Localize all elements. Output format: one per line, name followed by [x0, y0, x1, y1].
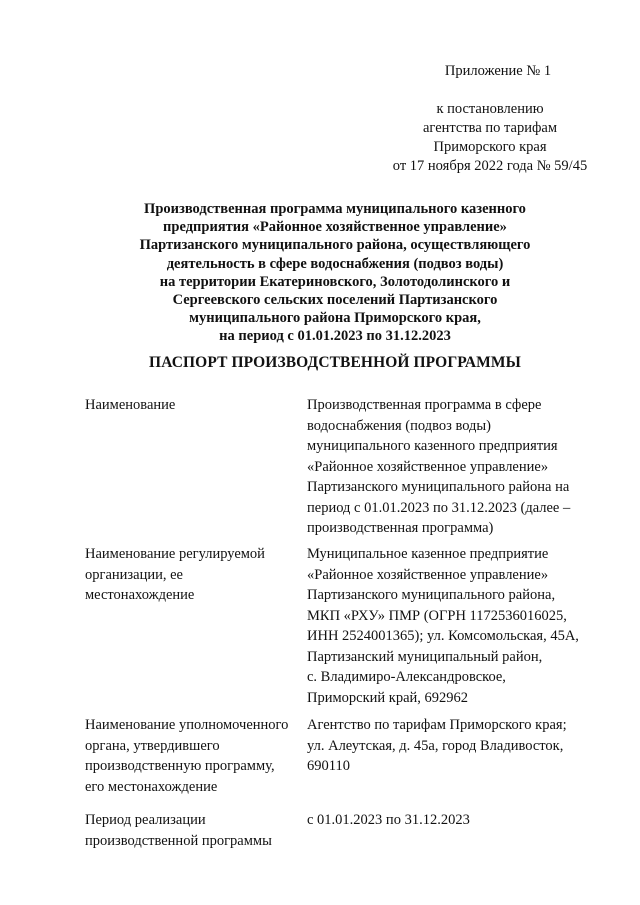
decree-reference	[380, 100, 600, 176]
title-line: Партизанского муниципального района, осуществляющего	[139, 237, 531, 254]
title-line: на период с 01.01.2023 по 31.12.2023	[219, 328, 451, 345]
value-line: водоснабжения (подвоз воды)	[307, 417, 491, 434]
value-line: Производственная программа в сфере	[307, 397, 542, 413]
label-line: его местонахождение	[85, 778, 218, 795]
row-label	[85, 395, 305, 416]
label-line: органа, утвердившего	[85, 737, 220, 754]
title-line: деятельность в сфере водоснабжения (подвоз воды)	[166, 255, 504, 272]
label-line: производственную программу,	[85, 758, 275, 774]
row-label	[85, 715, 305, 797]
label-line: местонахождение	[85, 587, 195, 603]
value-line: Агентство по тарифам Приморского края;	[307, 717, 567, 733]
label-line: Наименование уполномоченного	[85, 717, 289, 733]
label-line: Наименование регулируемой	[85, 546, 265, 562]
title-line: муниципального района Приморского края,	[189, 310, 481, 327]
value-line: период с 01.01.2023 по 31.12.2023 (далее –	[307, 499, 571, 516]
title-line: Сергеевского сельских поселений Партизанского	[172, 292, 498, 309]
label-line: производственной программы	[85, 832, 272, 849]
appendix-title: Приложение № 1	[444, 63, 552, 79]
row-value	[307, 544, 607, 708]
value-line: Муниципальное казенное предприятие	[307, 546, 549, 562]
value-line: ИНН 2524001365); ул. Комсомольская, 45А,	[307, 628, 579, 644]
document-title	[100, 200, 570, 346]
label-line: Период реализации	[85, 812, 206, 828]
row-label	[85, 544, 305, 606]
title-line: предприятия «Районное хозяйственное управление»	[163, 219, 507, 236]
decree-line: Приморского края	[433, 139, 547, 155]
value-line: Приморский край, 692962	[307, 689, 469, 706]
label-line: организации, ее	[85, 566, 183, 583]
value-line: Партизанского муниципального района на	[307, 479, 570, 495]
value-line: Партизанского муниципального района,	[307, 587, 556, 603]
passport-heading: ПАСПОРТ ПРОИЗВОДСТВЕННОЙ ПРОГРАММЫ	[149, 354, 521, 371]
value-line: ул. Алеутская, д. 45а, город Владивосток,	[307, 737, 564, 754]
decree-line: от 17 ноября 2022 года № 59/45	[392, 158, 588, 174]
value-line: с. Владимиро-Александровское,	[307, 669, 506, 685]
decree-line: агентства по тарифам	[423, 120, 557, 136]
title-line: на территории Екатериновского, Золотодолинского и	[159, 273, 511, 290]
row-value	[307, 810, 607, 831]
value-line: производственная программа)	[307, 520, 494, 536]
label-line: Наименование	[85, 397, 176, 413]
row-label	[85, 810, 305, 851]
value-line: муниципального казенного предприятия	[307, 438, 558, 454]
value-line: с 01.01.2023 по 31.12.2023	[307, 812, 470, 828]
value-line: Партизанский муниципальный район,	[307, 648, 543, 665]
decree-line: к постановлению	[436, 101, 544, 117]
value-line: 690110	[307, 758, 350, 774]
row-value	[307, 395, 607, 539]
row-value	[307, 715, 607, 777]
title-line: Производственная программа муниципального казенного	[144, 201, 526, 217]
value-line: «Районное хозяйственное управление»	[307, 458, 549, 475]
value-line: МКП «РХУ» ПМР (ОГРН 1172536016025,	[307, 607, 567, 624]
value-line: «Районное хозяйственное управление»	[307, 566, 549, 583]
